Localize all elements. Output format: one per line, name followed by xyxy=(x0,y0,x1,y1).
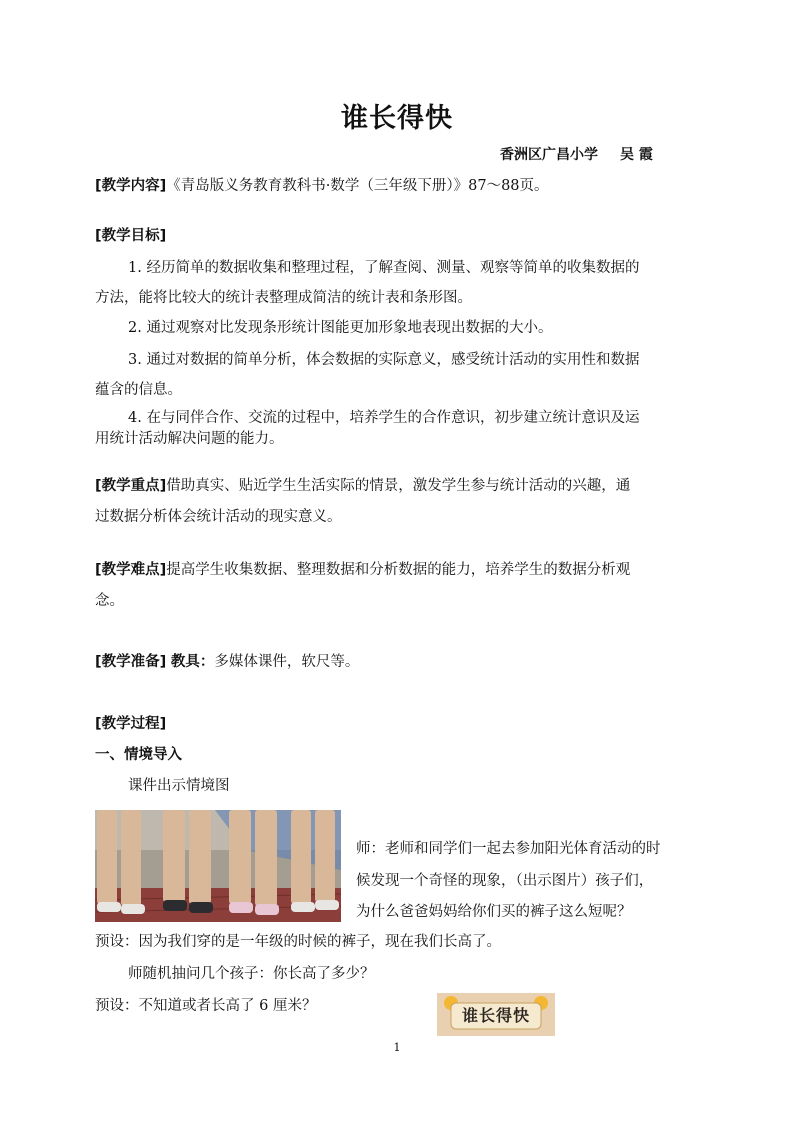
goal-1-line2: 方法，能将比较大的统计表整理成简洁的统计表和条形图。 xyxy=(95,290,472,306)
author-school: 香洲区广昌小学 xyxy=(500,147,598,163)
goal-3-line2: 蕴含的信息。 xyxy=(95,382,182,398)
goals-label: [教学目标] xyxy=(95,228,167,244)
goal-4-line1: 4. 在与同伴合作、交流的过程中，培养学生的合作意识，初步建立统计意识及运 xyxy=(128,410,640,426)
content-label: [教学内容] xyxy=(95,178,167,194)
keypoint-label: [教学重点] xyxy=(95,478,167,494)
section-heading-1: 一、情境导入 xyxy=(95,747,182,763)
tools-text: 多媒体课件，软尺等。 xyxy=(214,654,360,670)
goal-1-line1: 1. 经历简单的数据收集和整理过程，了解查阅、测量、观察等简单的收集数据的 xyxy=(128,260,640,276)
teacher-line2: 候发现一个奇怪的现象，（出示图片）孩子们， xyxy=(356,873,654,889)
page-title: 谁长得快 xyxy=(341,103,453,134)
badge-text: 谁长得快 xyxy=(461,1006,530,1025)
preparation-line xyxy=(95,652,359,672)
difficulty-line2: 念。 xyxy=(95,593,124,609)
author-line xyxy=(500,144,653,164)
ask-line: 师随机抽问几个孩子：你长高了多少？ xyxy=(128,966,375,982)
keypoint-line1: [教学重点]借助真实、贴近学生生活实际的情景，激发学生参与统计活动的兴趣，通 xyxy=(95,478,631,494)
children-legs-photo xyxy=(95,810,341,922)
teacher-line3: 为什么爸爸妈妈给你们买的裤子这么短呢？ xyxy=(356,904,632,920)
scene-photo xyxy=(95,810,341,922)
tools-label: 教具： xyxy=(170,654,215,670)
goal-4-line2: 用统计活动解决问题的能力。 xyxy=(95,431,284,447)
page-number: 1 xyxy=(393,1041,401,1054)
teacher-line1: 师：老师和同学们一起去参加阳光体育活动的时 xyxy=(356,841,661,857)
content-section xyxy=(95,176,549,196)
keypoint-line2: 过数据分析体会统计活动的现实意义。 xyxy=(95,509,342,525)
content-text: 《青岛版义务教育教科书·数学（三年级下册）》87～88页。 xyxy=(166,178,549,194)
preset-line2: 预设：不知道或者长高了 6 厘米？ xyxy=(95,998,317,1014)
process-label: [教学过程] xyxy=(95,716,167,732)
goal-2: 2. 通过观察对比发现条形统计图能更加形象地表现出数据的大小。 xyxy=(128,320,553,336)
preset-line1: 预设：因为我们穿的是一年级的时候的裤子，现在我们长高了。 xyxy=(95,934,501,950)
goal-3-line1: 3. 通过对数据的简单分析，体会数据的实际意义，感受统计活动的实用性和数据 xyxy=(128,352,640,368)
author-name: 吴 霞 xyxy=(620,147,653,163)
title-badge-image xyxy=(437,993,555,1036)
difficulty-label: [教学难点] xyxy=(95,562,167,578)
courseware-line: 课件出示情境图 xyxy=(128,778,230,794)
preparation-label: [教学准备] xyxy=(95,654,167,670)
difficulty-line1: [教学难点]提高学生收集数据、整理数据和分析数据的能力，培养学生的数据分析观 xyxy=(95,562,631,578)
